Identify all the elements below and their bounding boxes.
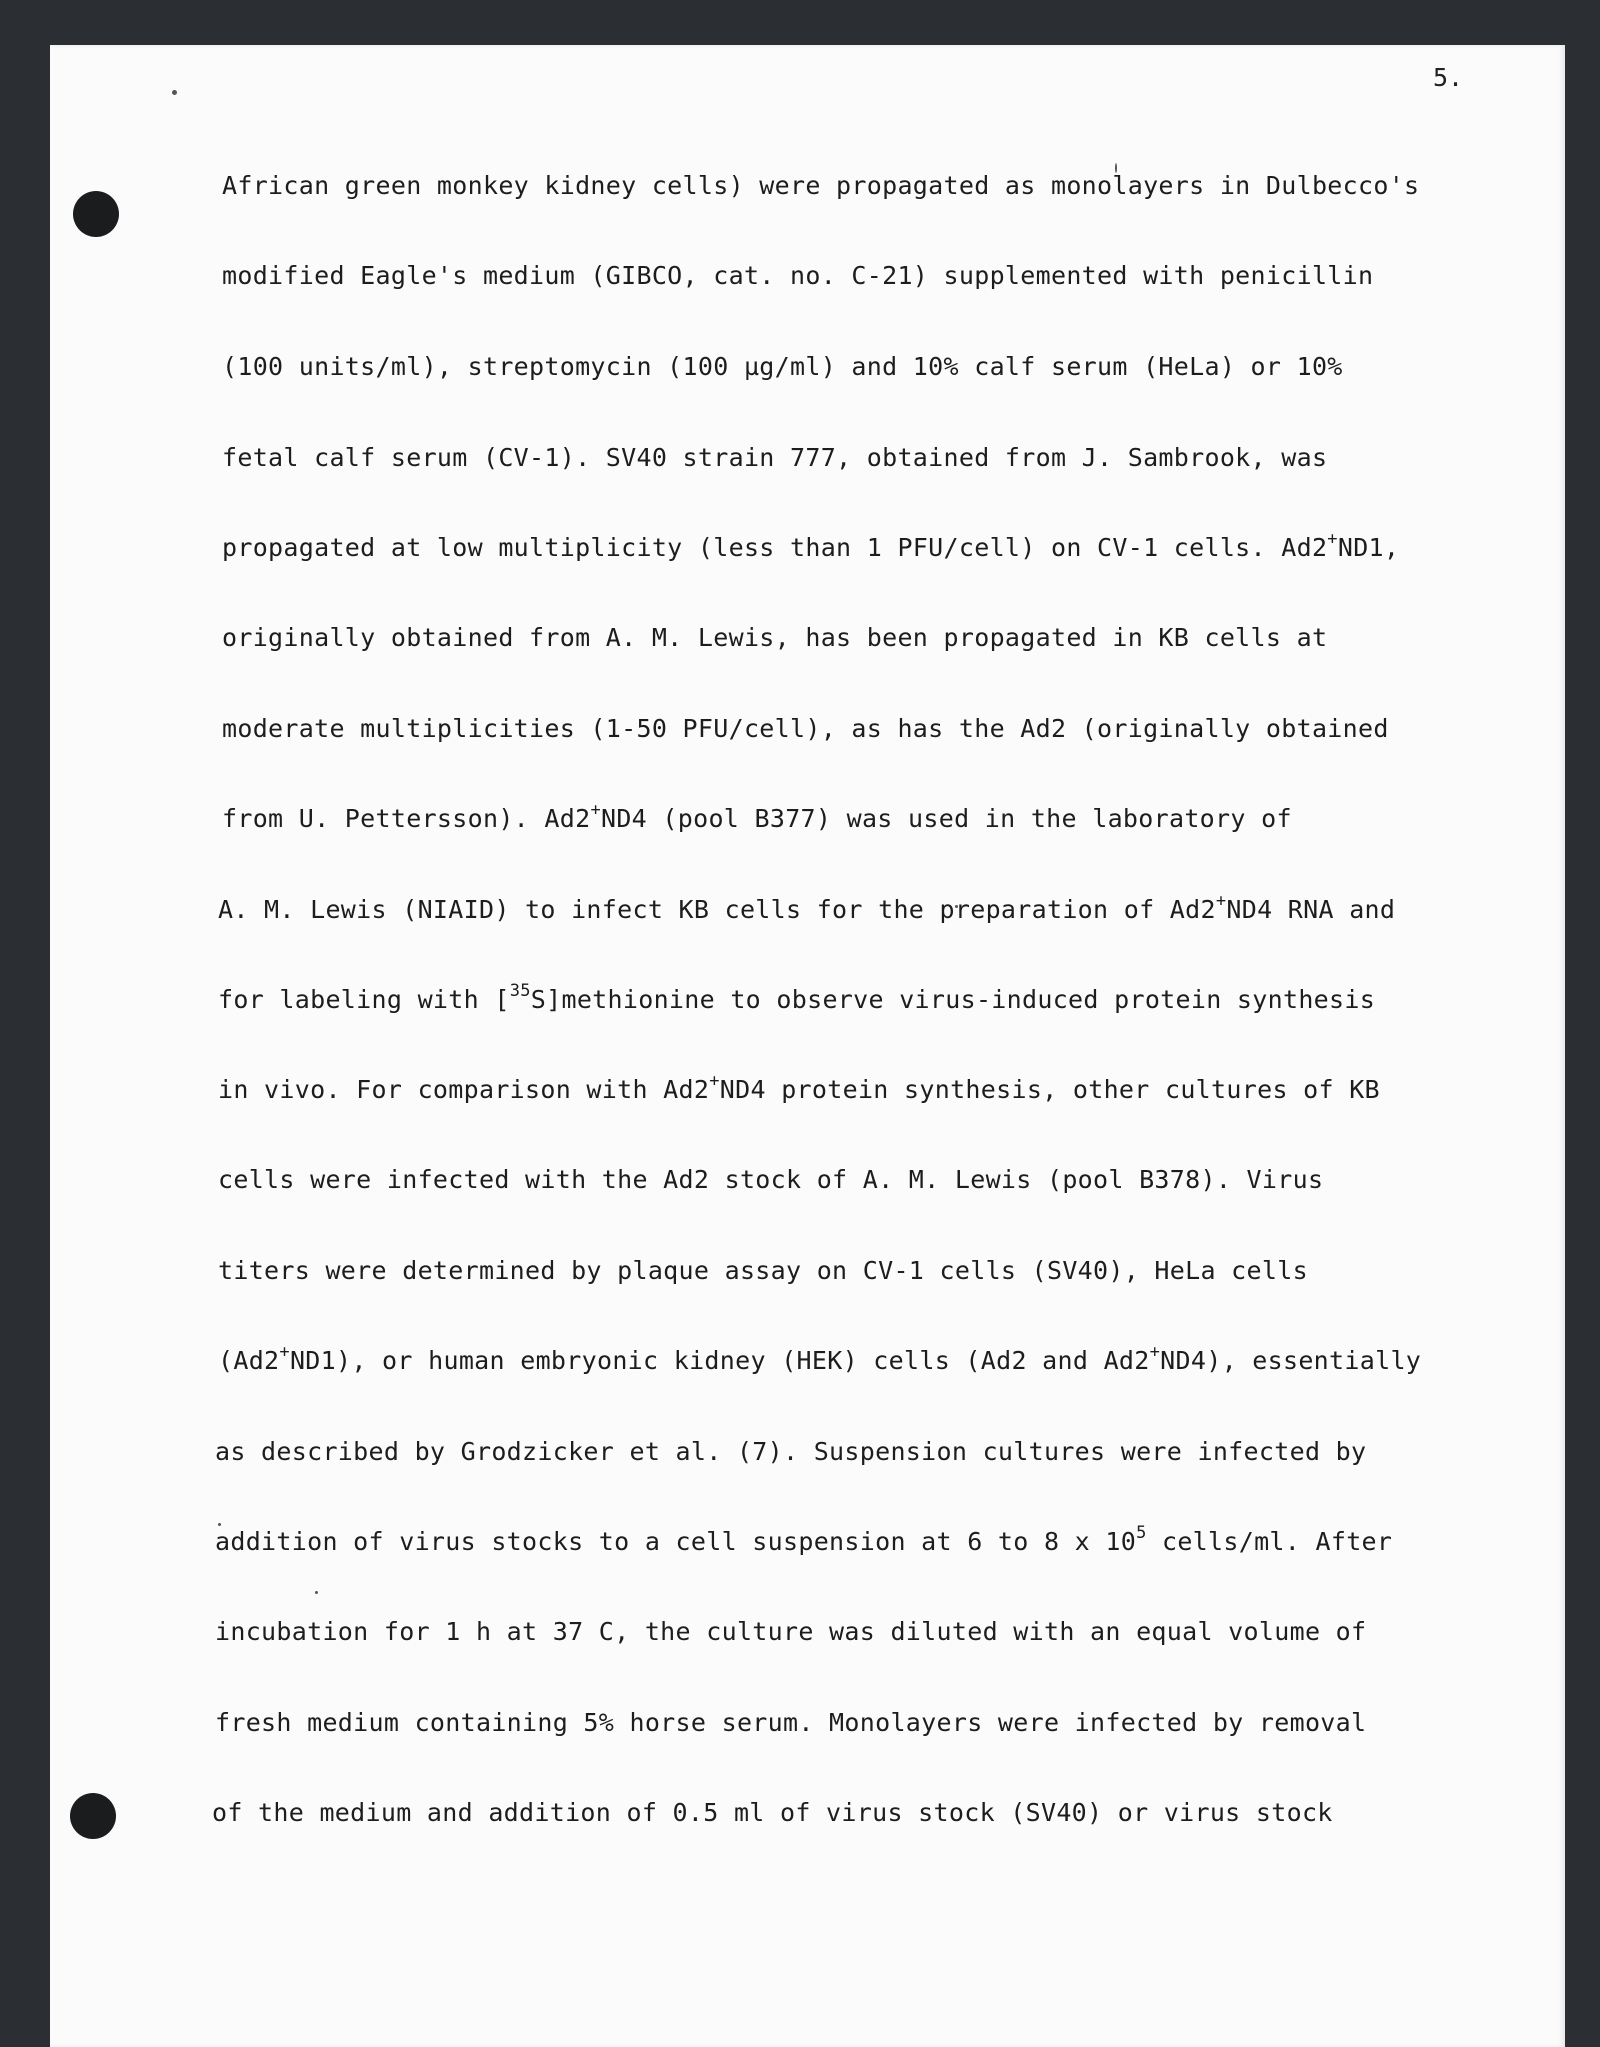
- text-line: A. M. Lewis (NIAID) to infect KB cells for the preparation of Ad2+ND4 RNA and: [218, 891, 1396, 924]
- speck: [315, 1591, 318, 1594]
- text-line: modified Eagle's medium (GIBCO, cat. no. C-21) supplemented with penicillin: [222, 261, 1374, 290]
- binder-hole-bottom: [70, 1793, 116, 1839]
- speck: [218, 1523, 221, 1526]
- text-line: in vivo. For comparison with Ad2+ND4 protein synthesis, other cultures of KB: [218, 1071, 1380, 1104]
- text-line: for labeling with [$^{35}$S]methionine to observe virus-induced protein synthesis: [218, 981, 1376, 1014]
- text-line: African green monkey kidney cells) were propagated as monolayers in Dulbecco's: [222, 171, 1420, 200]
- speck: [172, 90, 177, 95]
- text-line: cells were infected with the Ad2 stock of A. M. Lewis (pool B378). Virus: [218, 1165, 1324, 1194]
- text-line: propagated at low multiplicity (less than 1 PFU/cell) on CV-1 cells. Ad2+ND1,: [222, 529, 1400, 562]
- text-line: addition of virus stocks to a cell suspension at 6 to 8 x $10^5$ cells/ml. After: [215, 1523, 1393, 1556]
- text-line: incubation for 1 h at 37 C, the culture was diluted with an equal volume of: [215, 1617, 1367, 1646]
- text-line: moderate multiplicities (1-50 PFU/cell), as has the Ad2 (originally obtained: [222, 714, 1389, 743]
- text-line: originally obtained from A. M. Lewis, has been propagated in KB cells at: [222, 623, 1328, 652]
- document-page: [50, 45, 1565, 2047]
- text-line: (Ad2+ND1), or human embryonic kidney (HEK) cells (Ad2 and Ad2+ND4), essentially: [218, 1342, 1422, 1375]
- text-line: from U. Pettersson). Ad2+ND4 (pool B377) was used in the laboratory of: [222, 800, 1292, 833]
- binder-hole-top: [73, 191, 119, 237]
- text-line: (100 units/ml), streptomycin (100 µg/ml) and 10% calf serum (HeLa) or 10%: [222, 352, 1343, 381]
- text-line: of the medium and addition of 0.5 ml of virus stock (SV40) or virus stock: [212, 1798, 1333, 1827]
- text-line: fresh medium containing 5% horse serum. Monolayers were infected by removal: [215, 1708, 1367, 1737]
- text-line: as described by Grodzicker et al. (7). Suspension cultures were infected by: [215, 1437, 1367, 1466]
- page-number: 5.: [1433, 63, 1464, 92]
- text-line: fetal calf serum (CV-1). SV40 strain 777, obtained from J. Sambrook, was: [222, 443, 1328, 472]
- text-line: titers were determined by plaque assay on CV-1 cells (SV40), HeLa cells: [218, 1256, 1308, 1285]
